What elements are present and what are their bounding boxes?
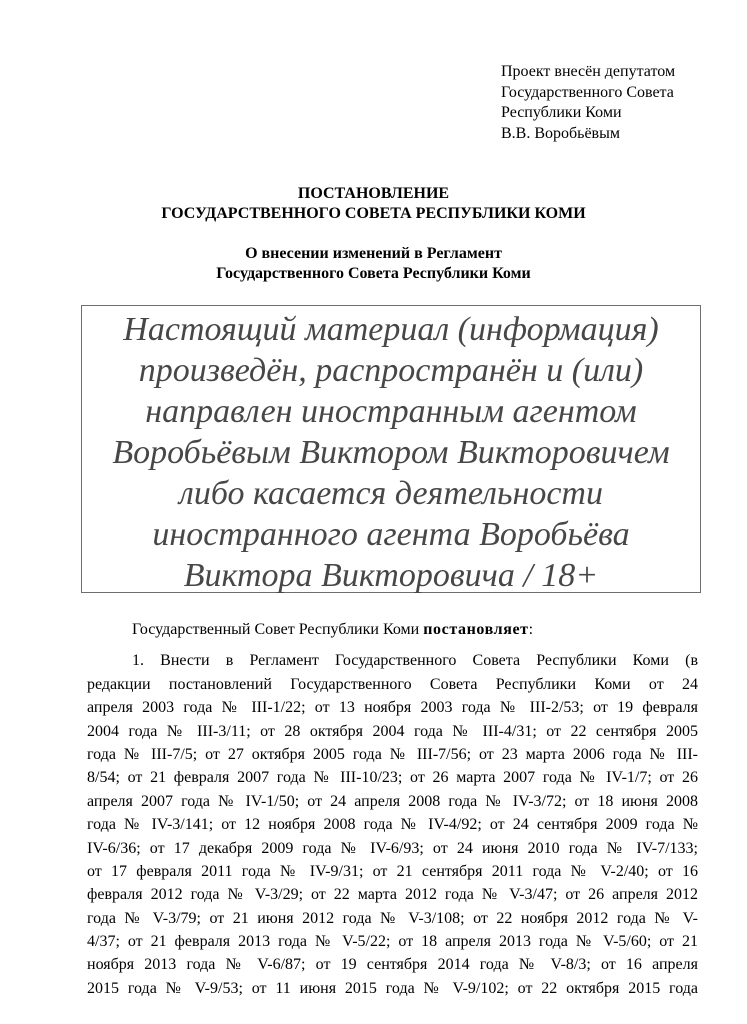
notice-line: Воробьёвым Виктором Викторовичем bbox=[112, 434, 670, 471]
intro-bold-verb: постановляет bbox=[423, 621, 529, 638]
notice-line: произведён, распространён и (или) bbox=[138, 352, 644, 389]
document-title-line: ПОСТАНОВЛЕНИЕ bbox=[297, 185, 450, 202]
foreign-agent-notice bbox=[81, 305, 701, 593]
intro-text: Государственный Совет Республики Коми bbox=[132, 621, 424, 638]
paragraph-line: 1. Внести в Регламент Государственного Совета Республики Коми (в bbox=[132, 652, 698, 670]
author-note-line: Государственного Совета bbox=[501, 83, 674, 101]
author-note bbox=[501, 62, 675, 144]
author-note-line: В.В. Воробьёвым bbox=[501, 124, 620, 142]
paragraph-line: апреля 2003 года № III-1/22; от 13 ноября 2003 года № III-2/53; от 19 февраля bbox=[87, 699, 698, 717]
paragraph-line: от 17 февраля 2011 года № IV-9/31; от 21 сентября 2011 года № V-2/40; от 16 bbox=[87, 862, 698, 880]
document-body bbox=[87, 618, 698, 1000]
paragraph-line: года № IV-3/141; от 12 ноября 2008 года № IV-4/92; от 24 сентября 2009 года № bbox=[87, 816, 698, 834]
paragraph-line: года № III-7/5; от 27 октября 2005 года № III-7/56; от 23 марта 2006 года № III- bbox=[87, 745, 698, 763]
author-note-line: Республики Коми bbox=[501, 104, 622, 122]
paragraph-line: года № V-3/79; от 21 июня 2012 года № V-3/108; от 22 ноября 2012 года № V- bbox=[87, 909, 698, 927]
paragraph-line: февраля 2012 года № V-3/29; от 22 марта 2012 года № V-3/47; от 26 апреля 2012 bbox=[87, 886, 698, 904]
notice-line: Настоящий материал (информация) bbox=[123, 311, 659, 348]
paragraph-line: ноября 2013 года № V-6/87; от 19 сентября 2014 года № V-8/3; от 16 апреля bbox=[87, 956, 698, 974]
notice-line: направлен иностранным агентом bbox=[145, 393, 637, 430]
paragraph-line: 2015 года № V-9/53; от 11 июня 2015 года № V-9/102; от 22 октября 2015 года bbox=[87, 979, 698, 997]
intro-paragraph bbox=[87, 618, 698, 641]
document-subtitle bbox=[0, 244, 747, 284]
paragraph-line: IV-6/36; от 17 декабря 2009 года № IV-6/93; от 24 июня 2010 года № IV-7/133; bbox=[87, 839, 698, 857]
paragraph-1 bbox=[87, 649, 698, 1000]
notice-line: либо касается деятельности bbox=[179, 475, 603, 512]
document-subtitle-line: Государственного Совета Республики Коми bbox=[216, 265, 531, 282]
author-note-line: Проект внесён депутатом bbox=[501, 63, 676, 80]
paragraph-line: редакции постановлений Государственного Совета Республики Коми от 24 bbox=[87, 675, 698, 693]
paragraph-line: 8/54; от 21 февраля 2007 года № III-10/23; от 26 марта 2007 года № IV-1/7; от 26 bbox=[87, 769, 698, 787]
paragraph-line: 4/37; от 21 февраля 2013 года № V-5/22; от 18 апреля 2013 года № V-5/60; от 21 bbox=[87, 933, 698, 951]
paragraph-line: апреля 2007 года № IV-1/50; от 24 апреля 2008 года № IV-3/72; от 18 июня 2008 bbox=[87, 792, 698, 810]
notice-line: Виктора Викторовича / 18+ bbox=[183, 557, 599, 594]
intro-colon: : bbox=[528, 621, 534, 638]
document-subtitle-line: О внесении изменений в Регламент bbox=[245, 245, 502, 262]
document-title bbox=[0, 184, 747, 224]
paragraph-line: 2004 года № III-3/11; от 28 октября 2004 года № III-4/31; от 22 сентября 2005 bbox=[87, 722, 698, 740]
notice-line: иностранного агента Воробьёва bbox=[152, 516, 630, 553]
document-title-line: ГОСУДАРСТВЕННОГО СОВЕТА РЕСПУБЛИКИ КОМИ bbox=[161, 205, 586, 222]
